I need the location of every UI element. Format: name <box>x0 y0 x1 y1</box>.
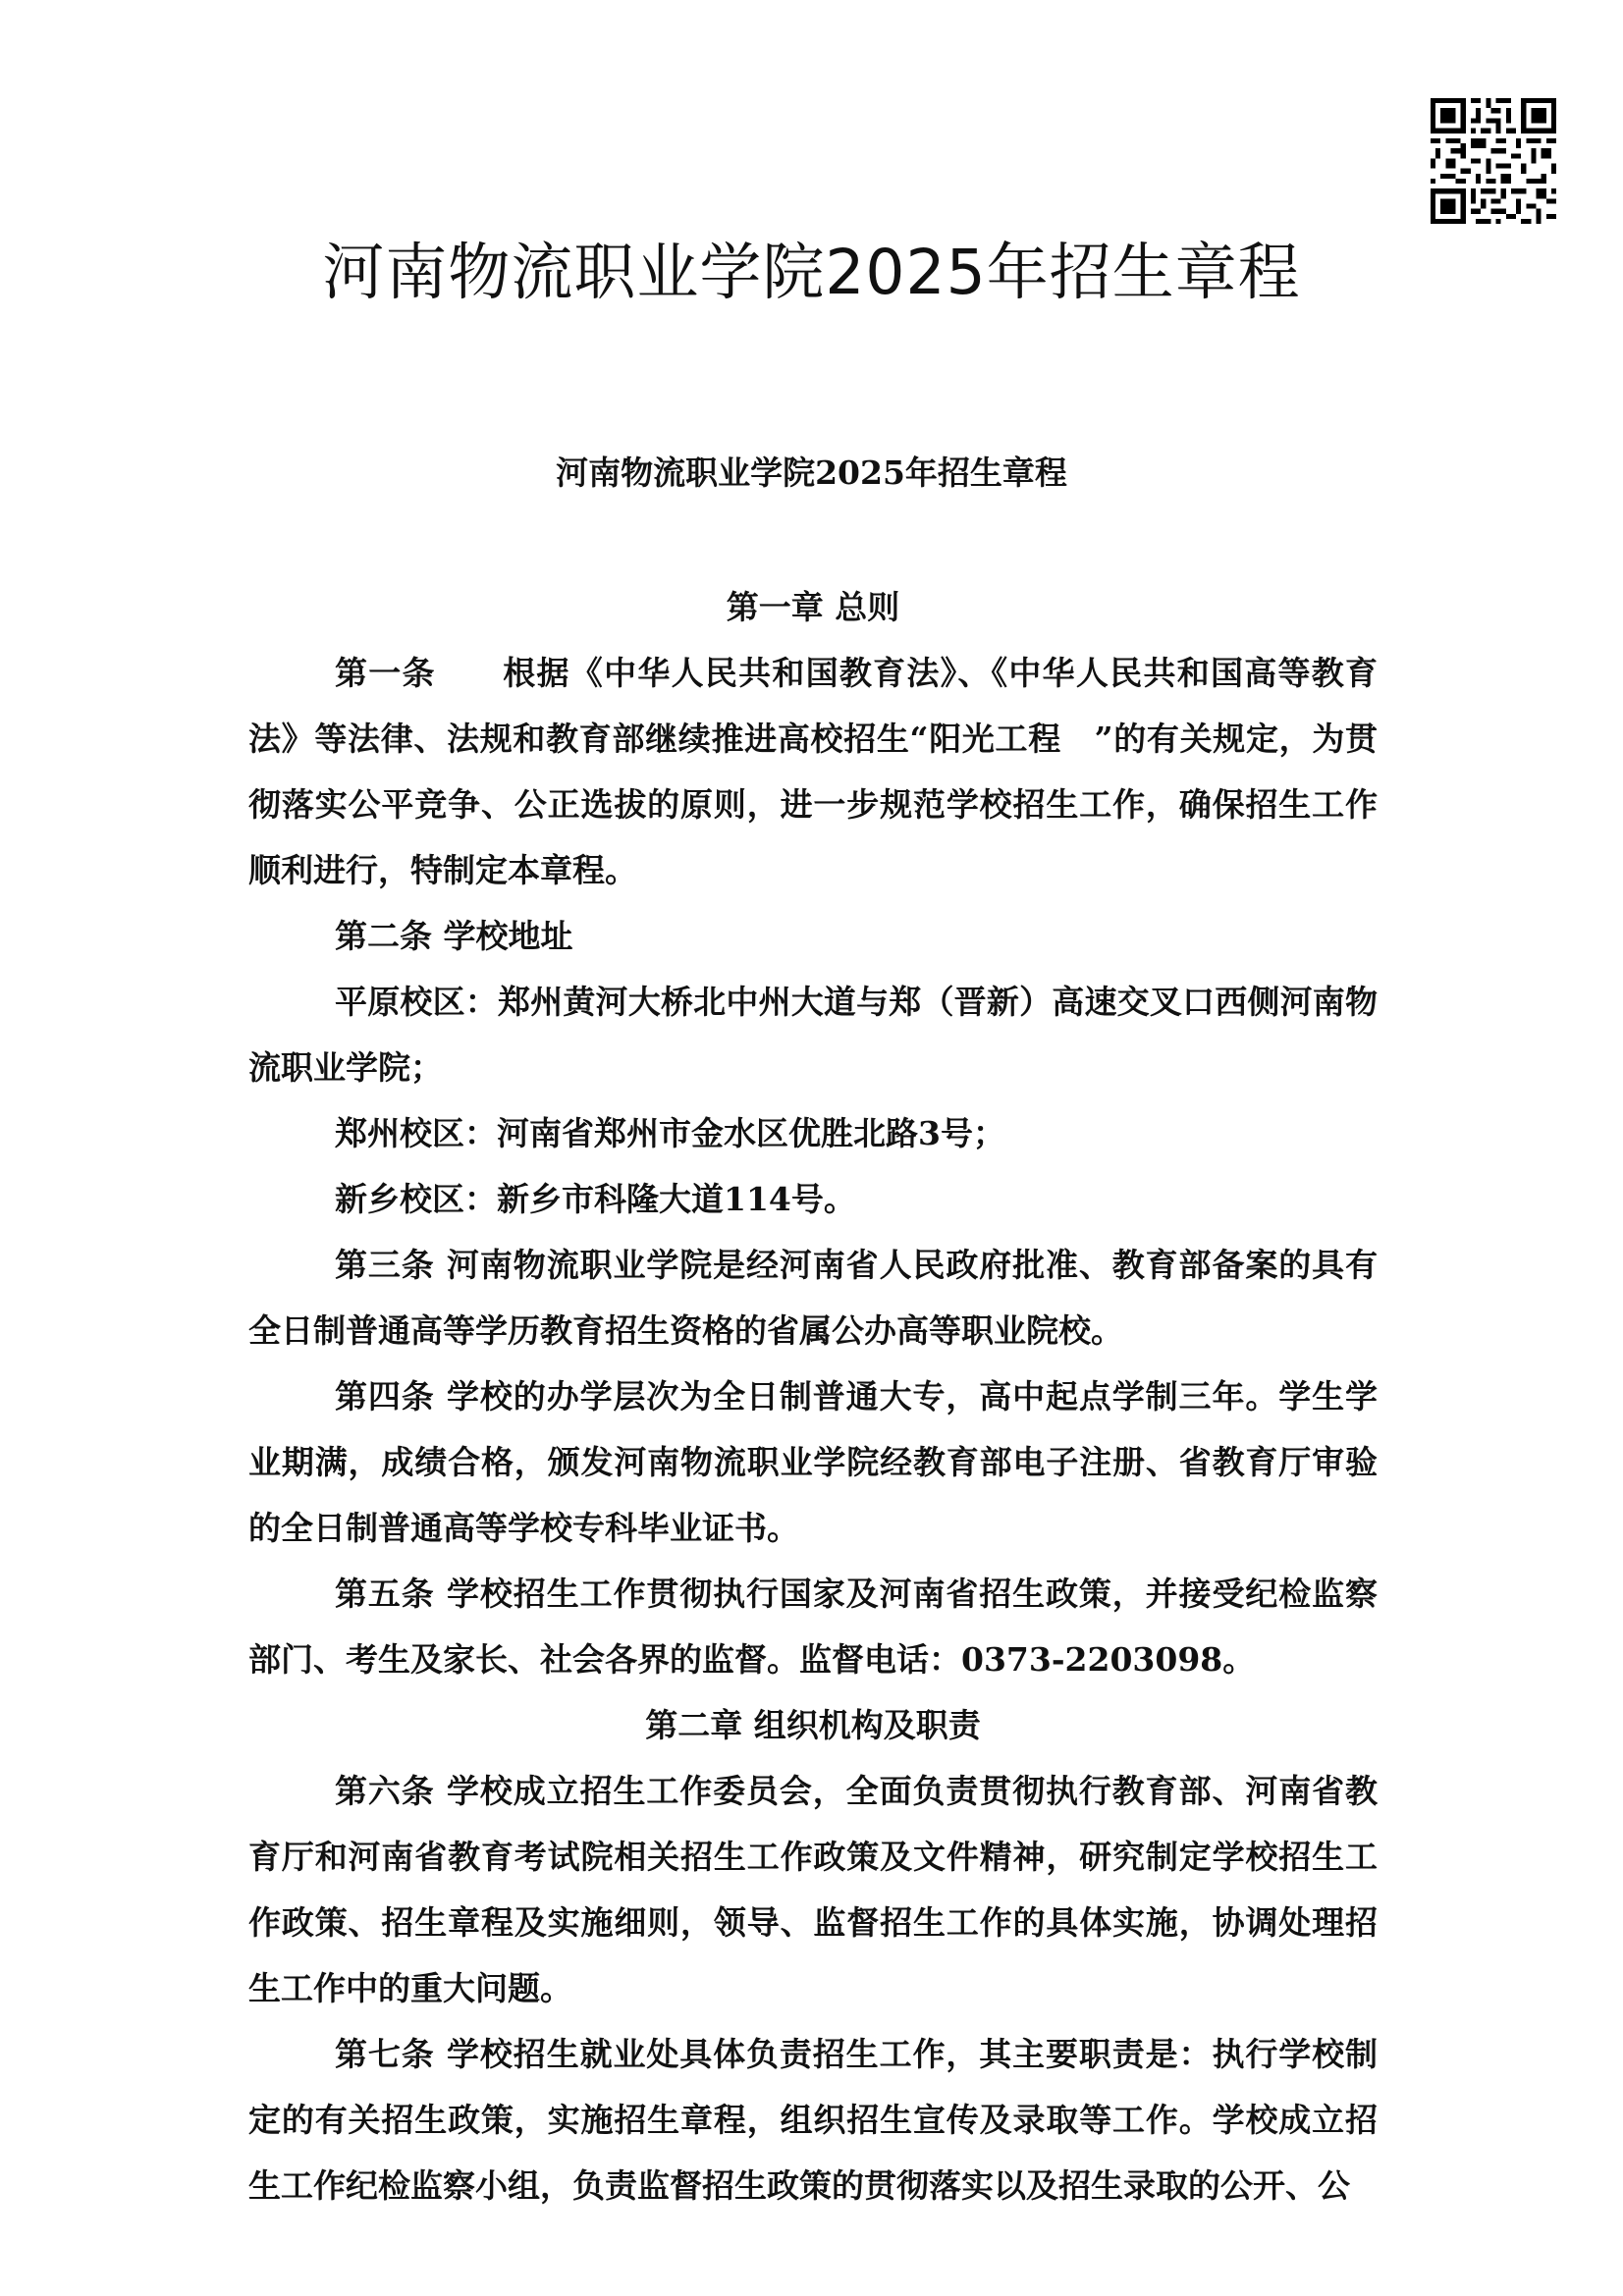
chapter-heading: 第一章 总则 <box>726 588 900 626</box>
paragraph: 第六条 学校成立招生工作委员会，全面负责贯彻执行教育部、河南省教育厅和河南省教育考试院相关招生工作政策及文件精神，研究制定学校招生工作政策、招生章程及实施细则，领导、监督招生工作的具体实施，协调处理招生工作中的重大问题。 <box>248 1772 1378 2007</box>
paragraph: 第七条 学校招生就业处具体负责招生工作，其主要职责是：执行学校制定的有关招生政策，实施招生章程，组织招生宣传及录取等工作。学校成立招生工作纪检监察小组，负责监督招生政策的贯彻落实以及招生录取的公开、公 <box>248 2035 1378 2205</box>
paragraph: 第四条 学校的办学层次为全日制普通大专，高中起点学制三年。学生学业期满，成绩合格，颁发河南物流职业学院经教育部电子注册、省教育厅审验的全日制普通高等学校专科毕业证书。 <box>248 1377 1378 1547</box>
chapter-heading: 第二章 组织机构及职责 <box>645 1706 981 1744</box>
paragraph: 平原校区：郑州黄河大桥北中州大道与郑（晋新）高速交叉口西侧河南物流职业学院； <box>248 983 1378 1087</box>
paragraph: 第三条 河南物流职业学院是经河南省人民政府批准、教育部备案的具有全日制普通高等学历教育招生资格的省属公办高等职业院校。 <box>248 1246 1378 1350</box>
paragraph: 第一条 根据《中华人民共和国教育法》、《中华人民共和国高等教育法》等法律、法规和教育部继续推进高校招生“阳光工程 ”的有关规定，为贯彻落实公平竞争、公正选拔的原则，进一步规范学校招生工作，确保招生工作顺利进行，特制定本章程。 <box>248 654 1378 889</box>
document-title: 河南物流职业学院2025年招生章程 <box>322 237 1301 308</box>
document-body <box>248 574 1378 2218</box>
paragraph: 第二条 学校地址 <box>335 917 573 955</box>
paragraph: 第五条 学校招生工作贯彻执行国家及河南省招生政策，并接受纪检监察部门、考生及家长、社会各界的监督。监督电话：0373-2203098。 <box>248 1575 1378 1679</box>
paragraph: 郑州校区：河南省郑州市金水区优胜北路3号； <box>335 1114 1005 1152</box>
document-subtitle: 河南物流职业学院2025年招生章程 <box>556 454 1067 492</box>
qr-code-icon <box>1431 98 1556 224</box>
paragraph: 新乡校区：新乡市科隆大道114号。 <box>335 1180 856 1218</box>
